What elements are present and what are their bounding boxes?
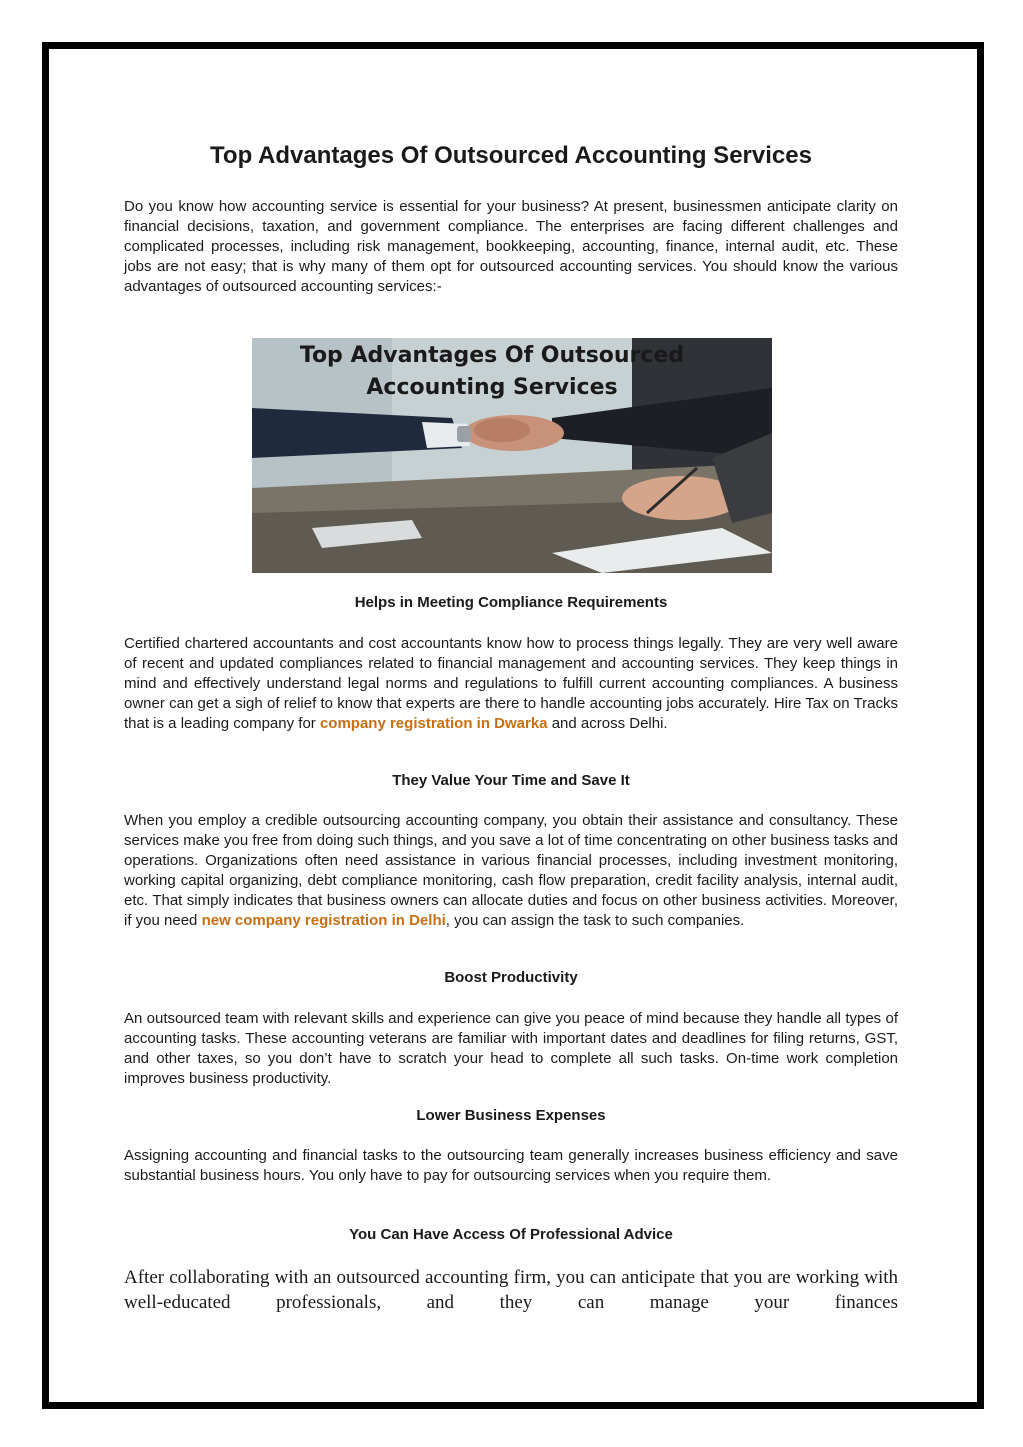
section-heading-save-time: They Value Your Time and Save It (392, 772, 630, 789)
hero-caption (252, 340, 732, 404)
section-save-time-text-end: , you can assign the task to such companies. (445, 912, 745, 929)
section-expenses-paragraph: Assigning accounting and financial tasks to the outsourcing team generally increases business efficiency and save substantial business hours. You only have to pay for outsourcing services when you require them. (124, 1147, 898, 1184)
section-save-time-body (124, 811, 898, 931)
document-title: Top Advantages Of Outsourced Accounting Services (210, 142, 812, 169)
section-compliance-text-end: and across Delhi. (547, 715, 668, 732)
intro-paragraph-block (124, 197, 898, 297)
section-heading-productivity: Boost Productivity (444, 969, 578, 986)
intro-paragraph: Do you know how accounting service is essential for your business? At present, businessmen anticipate clarity on financial decisions, taxation, and government compliance. The enterprises are facing different challenges and complicated processes, including risk management, bookkeeping, accounting, finance, internal audit, etc. These jobs are not easy; that is why many of them opt for outsourced accounting services. You should know the various advantages of outsourced accounting services:- (124, 198, 898, 295)
section-save-time-text: When you employ a credible outsourcing accounting company, you obtain their assistance and consultancy. These services make you free from doing such things, and you save a lot of time concentrating on other business tasks and operations. Organizations often need assistance in various financial processes, including investment monitoring, working capital organizing, debt compliance monitoring, cash flow preparation, credit facility analysis, internal audit, etc. That simply indicates that business owners can allocate duties and focus on other business activities. Moreover, if you need (124, 812, 898, 929)
link-new-company-registration-delhi[interactable]: new company registration in Delhi (201, 912, 446, 929)
section-compliance-paragraph (124, 634, 898, 734)
section-compliance-body (124, 634, 898, 734)
link-company-registration-dwarka[interactable]: company registration in Dwarka (319, 715, 548, 732)
hero-caption-line-2: Accounting Services (366, 375, 618, 400)
hero-image (252, 338, 772, 573)
section-professional-advice-body (124, 1265, 898, 1315)
section-expenses-body (124, 1146, 898, 1186)
section-heading-expenses: Lower Business Expenses (416, 1107, 606, 1124)
section-productivity-paragraph: An outsourced team with relevant skills and experience can give you peace of mind because they handle all types of accounting tasks. These accounting veterans are familiar with important dates and deadlines for filing returns, GST, and other taxes, so you don’t have to scratch your head to complete all such tasks. On-time work completion improves business productivity. (124, 1010, 898, 1087)
section-productivity-body (124, 1009, 898, 1089)
hero-caption-line-1: Top Advantages Of Outsourced (299, 343, 685, 368)
section-heading-compliance: Helps in Meeting Compliance Requirements (354, 594, 668, 611)
section-heading-professional-advice: You Can Have Access Of Professional Advice (349, 1226, 673, 1243)
section-compliance-text: Certified chartered accountants and cost accountants know how to process things legally. They are very well aware of recent and updated compliances related to financial management and accounting services. They keep things in mind and effectively understand legal norms and regulations to fulfill current accounting compliances. A business owner can get a sigh of relief to know that experts are there to handle accounting jobs accurately. Hire Tax on Tracks that is a leading company for (124, 635, 898, 732)
section-professional-advice-paragraph: After collaborating with an outsourced accounting firm, you can anticipate that you are working with well-educated professionals, and they can manage your finances (124, 1267, 898, 1313)
section-save-time-paragraph (124, 811, 898, 931)
